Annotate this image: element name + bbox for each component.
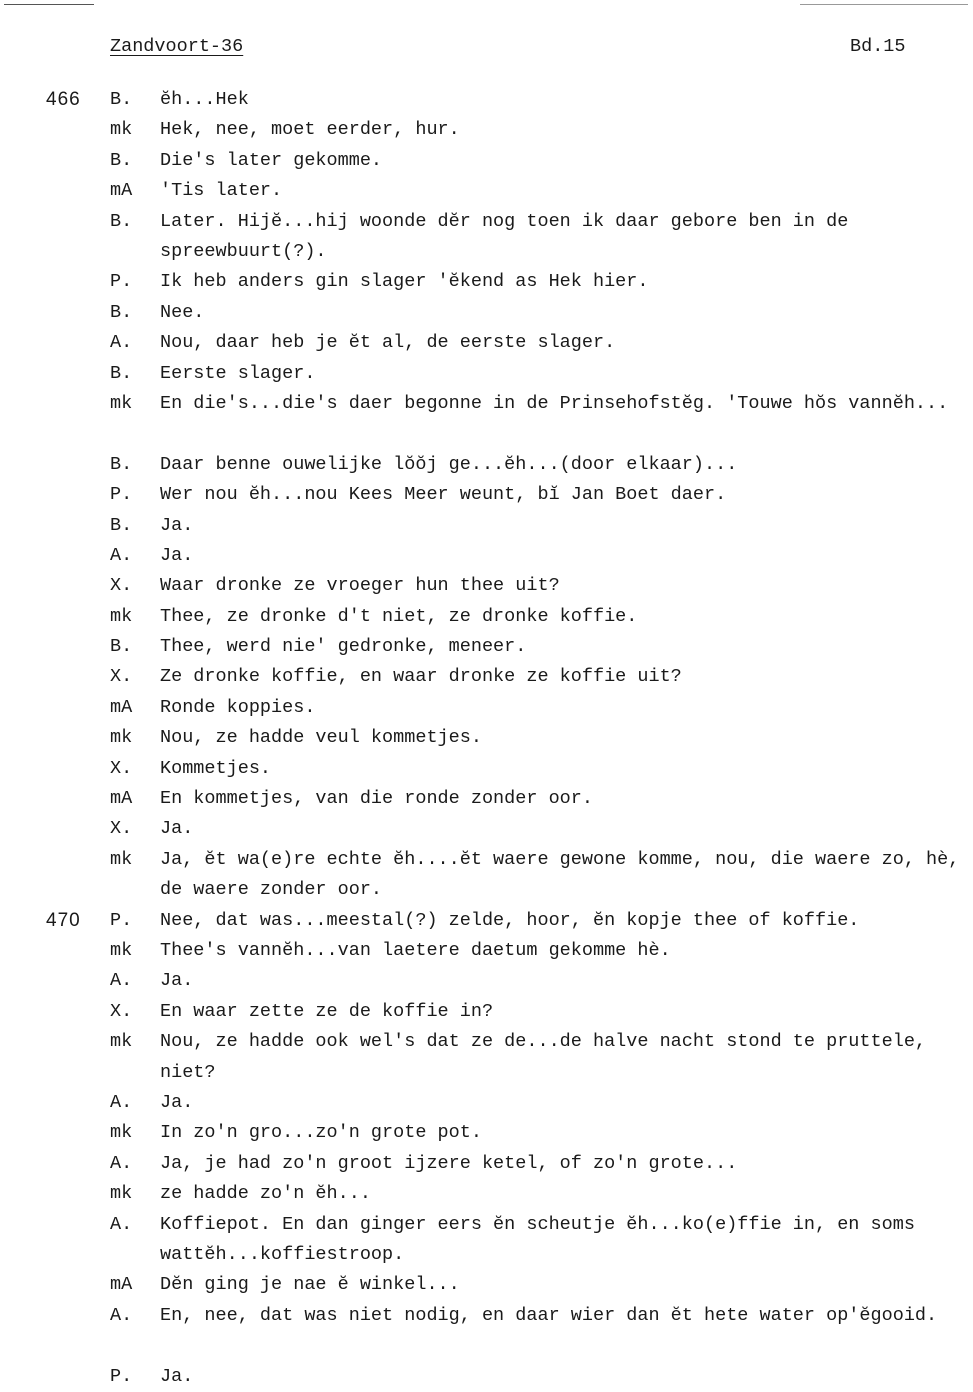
speaker-label: X. <box>110 1000 133 1022</box>
transcript-line <box>0 966 973 996</box>
utterance-text: 'Tis later. <box>160 180 283 202</box>
utterance-text: Thee, werd nie' gedronke, meneer. <box>160 636 527 658</box>
transcript-line <box>0 784 973 814</box>
transcript-line <box>0 207 973 268</box>
utterance-text: Ja, je had zo'n groot ijzere ketel, of zo'n grote... <box>160 1152 738 1174</box>
utterance-text: Kommetjes. <box>160 757 272 779</box>
utterance-text: Ja. <box>160 1365 194 1387</box>
transcript-line <box>0 1179 973 1209</box>
transcript-line <box>0 1270 973 1300</box>
speaker-label: mk <box>110 1122 133 1144</box>
speaker-label: A. <box>110 970 133 992</box>
speaker-label: P. <box>110 484 133 506</box>
line-number: 470 <box>46 909 81 931</box>
utterance-text: Die's later gekomme. <box>160 149 383 171</box>
speaker-label: A. <box>110 1152 133 1174</box>
transcript-line <box>0 298 973 328</box>
transcript-line <box>0 1301 973 1362</box>
page-number: Bd.15 <box>850 36 906 57</box>
transcript-line <box>0 1362 973 1392</box>
utterance-text: Nou, daar heb je ĕt al, de eerste slager. <box>160 332 616 354</box>
document-title: Zandvoort-36 <box>110 36 244 57</box>
utterance-text: En kommetjes, van die ronde zonder oor. <box>160 788 593 810</box>
speaker-label: A. <box>110 332 133 354</box>
speaker-label: mk <box>110 939 133 961</box>
utterance-text: En die's...die's daer begonne in de Prinsehofstĕg. 'Touwe hŏs vannĕh... <box>160 392 949 414</box>
utterance-text: ze hadde zo'n ĕh... <box>160 1183 371 1205</box>
transcript-line <box>0 267 973 297</box>
speaker-label: P. <box>110 1365 133 1387</box>
top-edge-mark-left <box>4 4 94 5</box>
transcript-line <box>0 450 973 480</box>
speaker-label: mA <box>110 180 133 202</box>
utterance-text: En waar zette ze de koffie in? <box>160 1000 494 1022</box>
speaker-label: P. <box>110 271 133 293</box>
utterance-text: Daar benne ouwelijke lŏŏj ge...ĕh...(door elkaar)... <box>160 453 738 475</box>
transcript-line <box>0 115 973 145</box>
speaker-label: B. <box>110 362 133 384</box>
utterance-text: Waar dronke ze vroeger hun thee uit? <box>160 575 560 597</box>
speaker-label: B. <box>110 301 133 323</box>
transcript-line <box>0 845 973 906</box>
utterance-text: Ja, ĕt wa(e)re echte ĕh....ĕt waere gewone komme, nou, die waere zo, hè, de waere zonder oor. <box>160 848 960 901</box>
transcript-line <box>0 693 973 723</box>
utterance-text: Nou, ze hadde veul kommetjes. <box>160 727 482 749</box>
utterance-text: Ze dronke koffie, en waar dronke ze koffie uit? <box>160 666 682 688</box>
utterance-text: Thee, ze dronke d't niet, ze dronke koffie. <box>160 605 638 627</box>
utterance-text: Ronde koppies. <box>160 696 316 718</box>
speaker-label: mA <box>110 788 133 810</box>
transcript-line <box>0 602 973 632</box>
utterance-text: Ja. <box>160 970 194 992</box>
transcript-line <box>0 541 973 571</box>
transcript-line <box>0 328 973 358</box>
speaker-label: A. <box>110 544 133 566</box>
speaker-label: mk <box>110 848 133 870</box>
speaker-label: mk <box>110 392 133 414</box>
speaker-label: B. <box>110 210 133 232</box>
utterance-text: Thee's vannĕh...van laetere daetum gekomme hè. <box>160 939 671 961</box>
utterance-text: Ik heb anders gin slager 'ĕkend as Hek hier. <box>160 271 649 293</box>
utterance-text: Nee, dat was...meestal(?) zelde, hoor, ĕn kopje thee of koffie. <box>160 909 860 931</box>
speaker-label: X. <box>110 666 133 688</box>
speaker-label: mA <box>110 1274 133 1296</box>
transcript-line <box>0 1149 973 1179</box>
transcript-line <box>0 1118 973 1148</box>
utterance-text: Hek, nee, moet eerder, hur. <box>160 119 460 141</box>
utterance-text: Dĕn ging je nae ĕ winkel... <box>160 1274 460 1296</box>
utterance-text: Nee. <box>160 301 205 323</box>
speaker-label: mk <box>110 1031 133 1053</box>
speaker-label: mk <box>110 119 133 141</box>
speaker-label: mk <box>110 727 133 749</box>
utterance-text: Ja. <box>160 544 194 566</box>
utterance-text: Ja. <box>160 818 194 840</box>
transcript-line <box>0 146 973 176</box>
utterance-text: Ja. <box>160 1091 194 1113</box>
transcript-line <box>0 723 973 753</box>
transcript-line <box>0 662 973 692</box>
speaker-label: mk <box>110 605 133 627</box>
transcript-line <box>0 632 973 662</box>
utterance-text: Later. Hijĕ...hij woonde dĕr nog toen ik daar gebore ben in de spreewbuurt(?). <box>160 210 849 262</box>
utterance-text: ĕh...Hek <box>160 89 249 110</box>
transcript-line <box>0 480 973 510</box>
speaker-label: B. <box>110 636 133 658</box>
transcript-line <box>0 1210 973 1271</box>
utterance-text: Ja. <box>160 514 194 536</box>
speaker-label: A. <box>110 1213 133 1235</box>
utterance-text: Koffiepot. En dan ginger eers ĕn scheutje ĕh...ko(e)ffie in, en soms wattĕh...koffiestroop. <box>160 1213 915 1265</box>
utterance-text: Nou, ze hadde ook wel's dat ze de...de halve nacht stond te pruttele, niet? <box>160 1031 927 1083</box>
transcript-line <box>0 389 973 450</box>
speaker-label: X. <box>110 575 133 597</box>
speaker-label: B. <box>110 149 133 171</box>
transcript <box>0 85 973 1392</box>
speaker-label: P. <box>110 909 133 931</box>
transcript-line <box>0 85 973 115</box>
transcript-line <box>0 176 973 206</box>
speaker-label: A. <box>110 1304 133 1326</box>
utterance-text: Eerste slager. <box>160 362 316 384</box>
speaker-label: mA <box>110 696 133 718</box>
transcript-line <box>0 814 973 844</box>
speaker-label: B. <box>110 514 133 536</box>
transcript-line <box>0 906 973 936</box>
top-edge-mark-right <box>800 4 968 5</box>
utterance-text: Wer nou ĕh...nou Kees Meer weunt, bĭ Jan Boet daer. <box>160 484 727 506</box>
speaker-label: A. <box>110 1091 133 1113</box>
speaker-label: B. <box>110 453 133 475</box>
utterance-text: In zo'n gro...zo'n grote pot. <box>160 1122 482 1144</box>
utterance-text: En, nee, dat was niet nodig, en daar wier dan ĕt hete water op'ĕgooid. <box>160 1304 938 1326</box>
transcript-line <box>0 359 973 389</box>
transcript-line <box>0 511 973 541</box>
speaker-label: mk <box>110 1183 133 1205</box>
transcript-line <box>0 997 973 1027</box>
transcript-line <box>0 936 973 966</box>
speaker-label: X. <box>110 818 133 840</box>
speaker-label: B. <box>110 89 133 110</box>
line-number: 466 <box>46 89 81 110</box>
transcript-line <box>0 754 973 784</box>
transcript-line <box>0 571 973 601</box>
transcript-line <box>0 1027 973 1088</box>
speaker-label: X. <box>110 757 133 779</box>
transcript-line <box>0 1088 973 1118</box>
